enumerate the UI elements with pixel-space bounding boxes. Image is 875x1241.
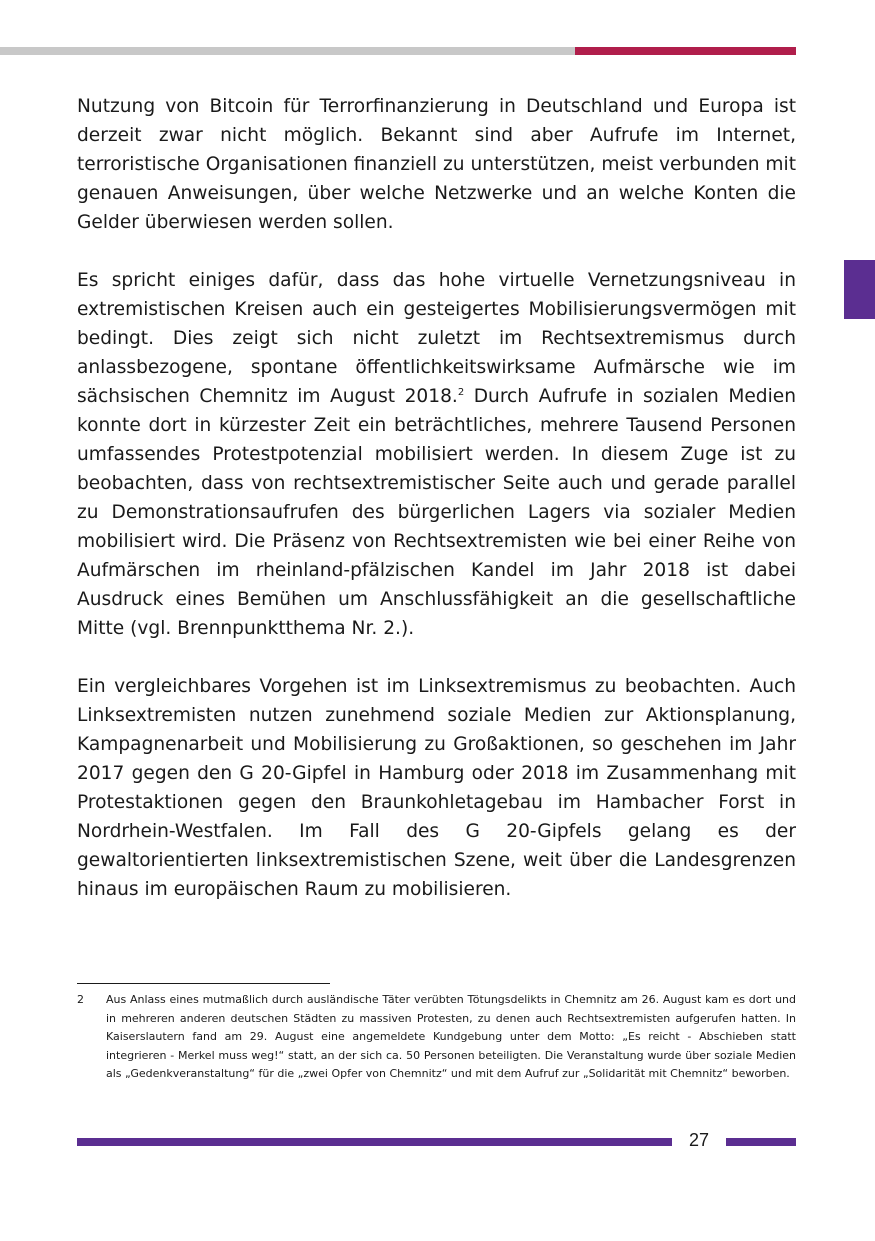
chapter-side-tab <box>844 260 875 319</box>
body-text <box>77 92 796 933</box>
paragraph-3: Ein vergleichbares Vorgehen ist im Linksextremismus zu beobachten. Auch Linksextremisten nutzen zunehmend soziale Medien zur Aktionsplanung, Kampagnenarbeit und Mobilisierung zu Großaktionen, so geschehen im Jahr 2017 gegen den G 20-Gipfel in Hamburg oder 2018 im Zusammenhang mit Protestaktionen gegen den Braunkohletagebau im Hambacher Forst in Nordrhein-Westfalen. Im Fall des G 20-Gipfels gelang es der gewaltorientierten linksextremistischen Szene, weit über die Landesgrenzen hinaus im europäischen Raum zu mobilisieren. <box>77 676 796 900</box>
footer-rule-right <box>726 1138 796 1146</box>
footer-rule-left <box>77 1138 672 1146</box>
header-rule-accent <box>575 47 796 55</box>
footnote-text: Aus Anlass eines mutmaßlich durch ausländische Täter verübten Tötungsdelikts in Chemnitz am 26. August kam es dort und in mehreren anderen deutschen Städten zu massiven Protesten, zu denen auch Rechtsextremisten aufgerufen hatten. In Kaiserslautern fand am 29. August eine angemeldete Kundgebung unter dem Motto: „Es reicht - Abschieben statt integrieren - Merkel muss weg!“ statt, an der sich ca. 50 Personen beteiligten. Die Veranstaltung wurde über soziale Medien als „Gedenkveranstaltung“ für die „zwei Opfer von Chemnitz“ und mit dem Aufruf zur „Solidarität mit Chemnitz“ beworben. <box>106 993 796 1081</box>
footnote-separator <box>77 983 330 984</box>
footnote-reference[interactable]: 2 <box>457 387 465 398</box>
paragraph-1: Nutzung von Bitcoin für Terrorfinanzierung in Deutschland und Europa ist derzeit zwar nicht möglich. Bekannt sind aber Aufrufe im Internet, terroristische Organisationen finanziell zu unterstützen, meist verbunden mit genauen Anweisungen, über welche Netzwerke und an welche Konten die Gelder überwiesen werden sollen. <box>77 96 796 233</box>
header-rule-gray <box>0 47 575 55</box>
footnote <box>77 991 796 1084</box>
page-number: 27 <box>688 1130 710 1150</box>
footnote-number: 2 <box>77 993 84 1006</box>
paragraph-2 <box>77 266 796 643</box>
paragraph-2-part-1: Es spricht einiges dafür, dass das hohe virtuelle Vernetzungsniveau in extremistischen Kreisen auch ein gesteigertes Mobilisierungsvermögen mit bedingt. Dies zeigt sich nicht zuletzt im Rechtsextremismus durch anlassbezogene, spontane öffentlichkeitswirksame Aufmärsche wie im sächsischen Chemnitz im August 2018. <box>77 270 796 407</box>
paragraph-2-part-2: Durch Aufrufe in sozialen Medien konnte dort in kürzester Zeit ein beträchtliches, mehrere Tausend Personen umfassendes Protestpotenzial mobilisiert werden. In diesem Zuge ist zu beobachten, dass von rechtsextremistischer Seite auch und gerade parallel zu Demonstrationsaufrufen des bürgerlichen Lagers via sozialer Medien mobilisiert wird. Die Präsenz von Rechtsextremisten wie bei einer Reihe von Aufmärschen im rheinland-pfälzischen Kandel im Jahr 2018 ist dabei Ausdruck eines Bemühen um Anschlussfähigkeit an die gesellschaftliche Mitte (vgl. Brennpunktthema Nr. 2.). <box>77 386 796 639</box>
